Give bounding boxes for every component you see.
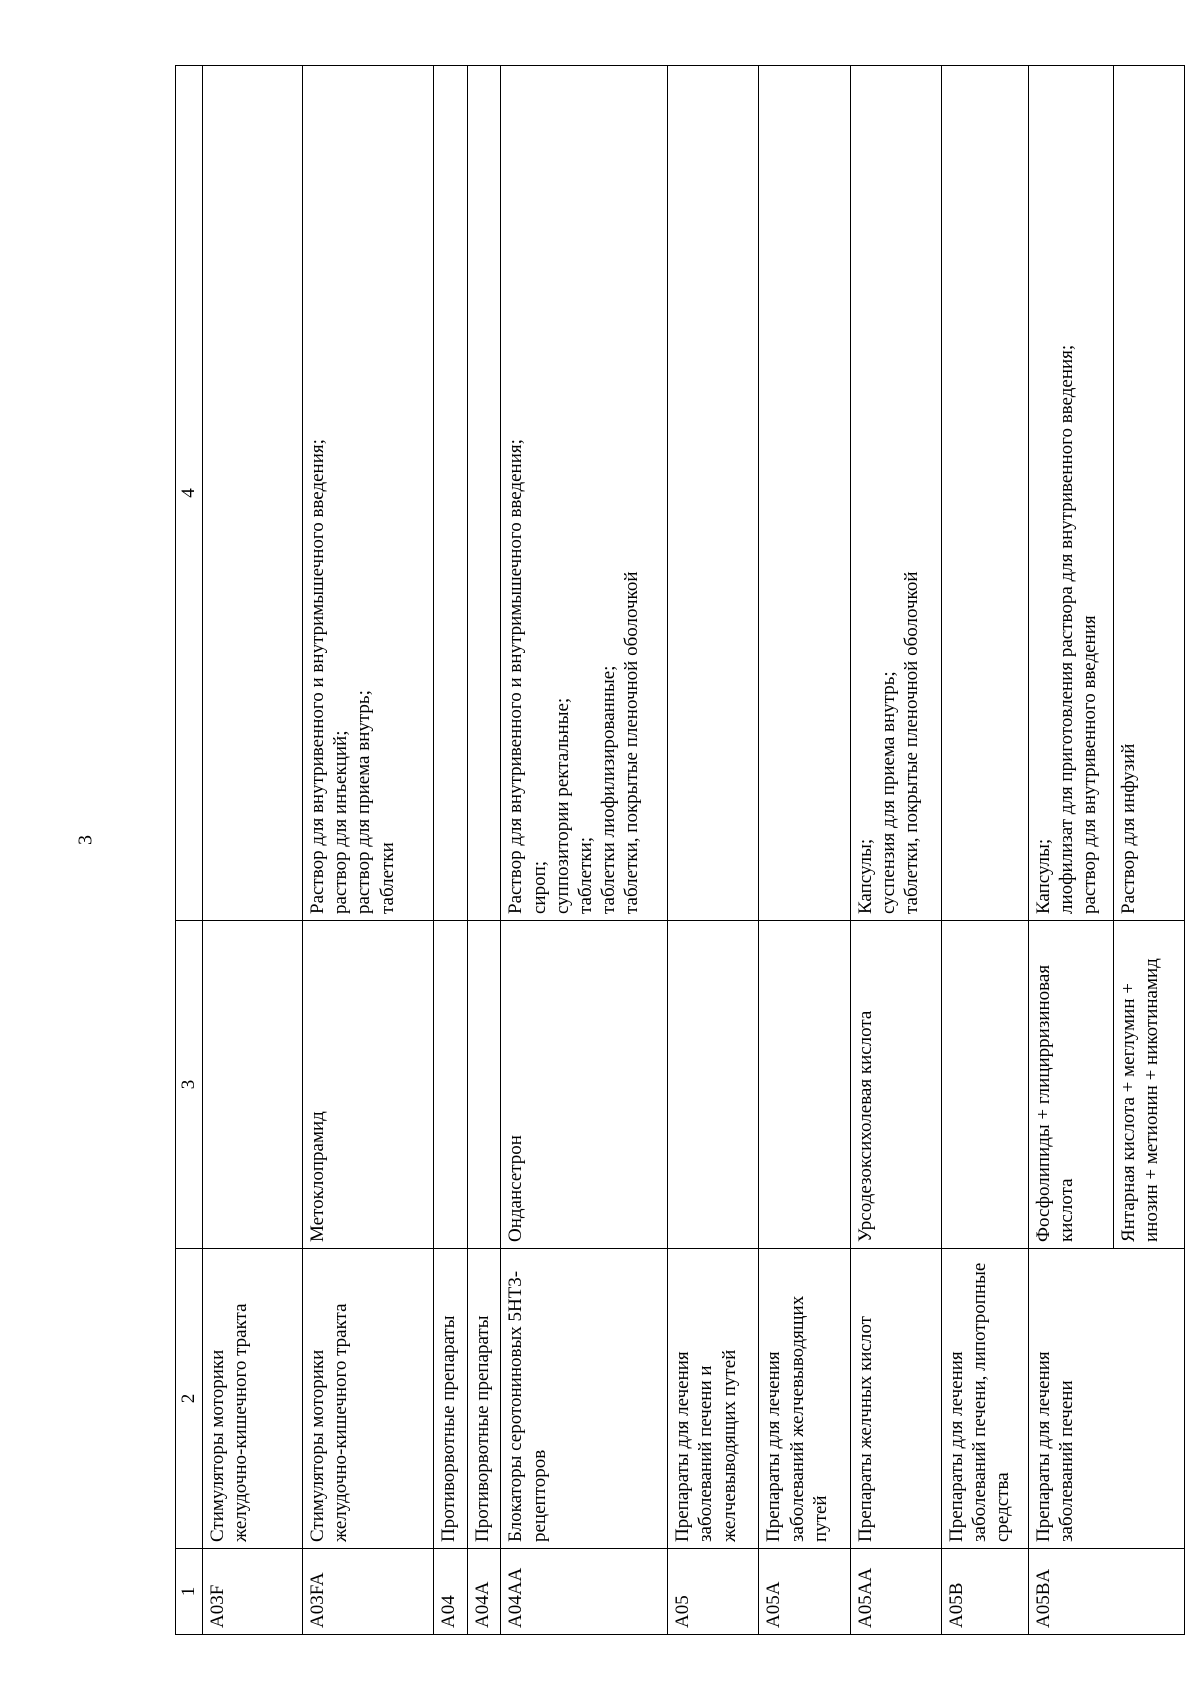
dosage-forms-cell	[941, 66, 1028, 921]
drug-name-cell: Фосфолипиды + глицирризиновая кислота	[1028, 921, 1113, 1249]
atc-code-cell: A03F	[203, 1549, 303, 1635]
dosage-forms-cell	[501, 66, 668, 921]
table-row	[1028, 66, 1113, 1635]
dosage-form-line: Капсулы;	[854, 838, 876, 914]
dosage-form-line: таблетки, покрытые пленочной оболочкой	[901, 571, 923, 914]
atc-code-cell: A03FA	[303, 1549, 434, 1635]
table-row	[501, 66, 668, 1635]
group-cell: Препараты для лечения заболеваний печени и желчевыводящих путей	[668, 1249, 759, 1549]
dosage-forms-cell	[759, 66, 850, 921]
dosage-form-line: таблетки;	[574, 836, 596, 914]
atc-code-cell: A05	[668, 1549, 759, 1635]
table-row	[203, 66, 303, 1635]
dosage-forms-cell	[668, 66, 759, 921]
drug-name-cell	[434, 921, 468, 1249]
dosage-form-line: Раствор для внутривенного и внутримышечного введения;	[505, 439, 527, 914]
header-cell: 4	[176, 66, 203, 921]
atc-code-cell: A05BA	[1028, 1549, 1184, 1635]
table-row	[941, 66, 1028, 1635]
drug-name-cell: Метоклопрамид	[303, 921, 434, 1249]
dosage-form-line: таблетки, покрытые пленочной оболочкой	[621, 571, 643, 914]
group-cell: Противорвотные препараты	[434, 1249, 468, 1549]
header-cell: 1	[176, 1549, 203, 1635]
group-cell: Блокаторы серотониновых 5HT3-рецепторов	[501, 1249, 668, 1549]
dosage-forms-cell	[203, 66, 303, 921]
dosage-form-line: Капсулы;	[1032, 838, 1054, 914]
table-row	[434, 66, 468, 1635]
dosage-forms-cell	[303, 66, 434, 921]
table-row	[467, 66, 501, 1635]
table-row	[759, 66, 850, 1635]
group-cell: Препараты желчных кислот	[850, 1249, 941, 1549]
header-cell: 3	[176, 921, 203, 1249]
group-cell: Стимуляторы моторики желудочно-кишечного тракта	[303, 1249, 434, 1549]
dosage-form-line: суспензия для приема внутрь;	[877, 671, 899, 914]
group-cell: Противорвотные препараты	[467, 1249, 501, 1549]
dosage-form-line: раствор для приема внутрь;	[353, 690, 375, 914]
dosage-form-line: раствор для внутривенного введения	[1078, 615, 1100, 914]
drug-name-cell: Урсодезоксихолевая кислота	[850, 921, 941, 1249]
table-body	[203, 66, 1185, 1635]
atc-code-cell: A05B	[941, 1549, 1028, 1635]
drug-name-cell	[941, 921, 1028, 1249]
drug-name-cell	[759, 921, 850, 1249]
atc-code-cell: A04A	[467, 1549, 501, 1635]
table-row	[850, 66, 941, 1635]
atc-code-cell: A05A	[759, 1549, 850, 1635]
dosage-forms-cell	[434, 66, 468, 921]
group-cell: Препараты для лечения заболеваний печени	[1028, 1249, 1184, 1549]
drug-table	[175, 65, 1185, 1635]
table-row	[668, 66, 759, 1635]
dosage-forms-cell	[467, 66, 501, 921]
dosage-form-line: Раствор для инфузий	[1117, 743, 1139, 914]
table-row	[303, 66, 434, 1635]
dosage-forms-cell	[1113, 66, 1184, 921]
dosage-form-line: суппозитории ректальные;	[551, 697, 573, 914]
dosage-form-line: сироп;	[528, 860, 550, 914]
dosage-form-line: Раствор для внутривенного и внутримышечного введения;	[307, 439, 329, 914]
header-cell: 2	[176, 1249, 203, 1549]
drug-name-cell	[668, 921, 759, 1249]
drug-name-cell: Янтарная кислота + меглумин + инозин + метионин + никотинамид	[1113, 921, 1184, 1249]
dosage-forms-cell	[850, 66, 941, 921]
drug-name-cell	[467, 921, 501, 1249]
group-cell: Препараты для лечения заболеваний желчевыводящих путей	[759, 1249, 850, 1549]
drug-name-cell: Ондансетрон	[501, 921, 668, 1249]
dosage-forms-cell	[1028, 66, 1113, 921]
atc-code-cell: A04AA	[501, 1549, 668, 1635]
header-row	[176, 66, 203, 1635]
rotated-table-wrapper	[175, 65, 1185, 1635]
page-number: 3	[74, 835, 97, 845]
group-cell: Препараты для лечения заболеваний печени, липотропные средства	[941, 1249, 1028, 1549]
group-cell: Стимуляторы моторики желудочно-кишечного тракта	[203, 1249, 303, 1549]
drug-name-cell	[203, 921, 303, 1249]
dosage-form-line: лиофилизат для приготовления раствора для внутривенного введения;	[1055, 344, 1077, 914]
atc-code-cell: A05AA	[850, 1549, 941, 1635]
atc-code-cell: A04	[434, 1549, 468, 1635]
dosage-form-line: раствор для инъекций;	[330, 730, 352, 914]
dosage-form-line: таблетки лиофилизированные;	[598, 665, 620, 914]
dosage-form-line: таблетки	[376, 842, 398, 914]
